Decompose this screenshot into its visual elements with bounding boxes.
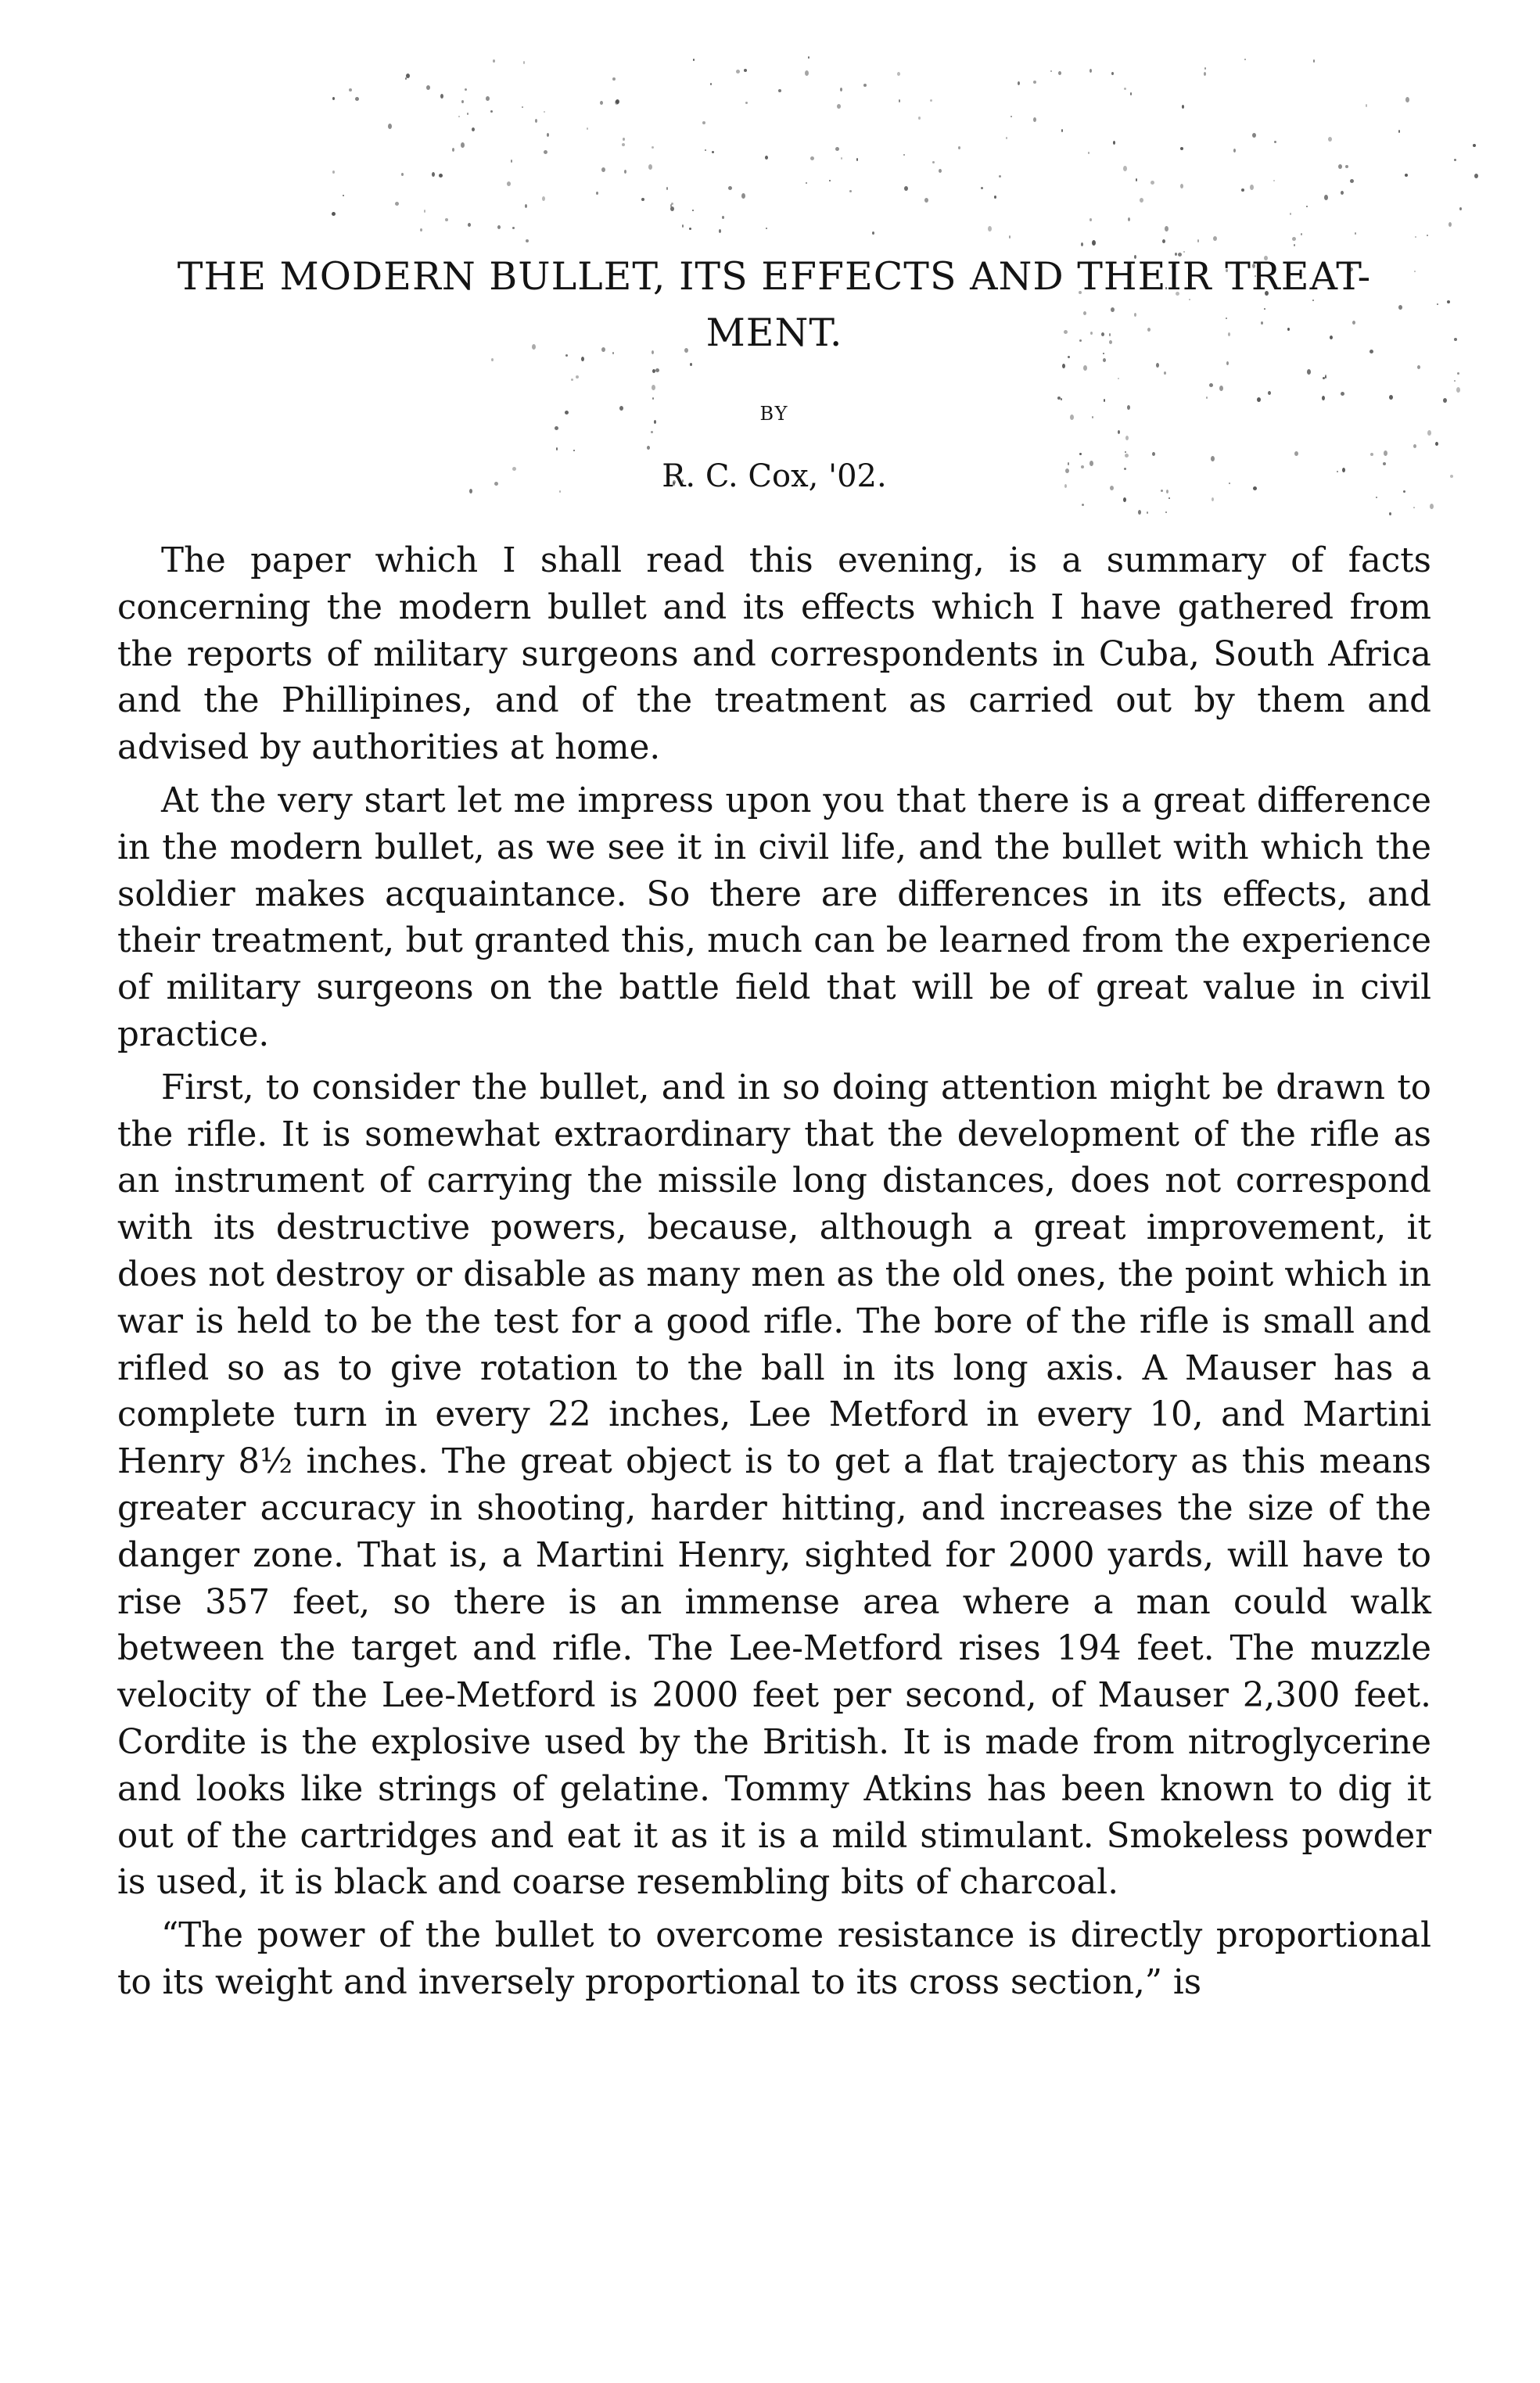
speckle-dot (1018, 81, 1020, 85)
speckle-dot (1241, 188, 1244, 192)
article-header (117, 249, 1431, 496)
body-paragraph: First, to consider the bullet, and in so doing attention might be drawn to the rifle. It is somewhat extraordinary that the development of the rifle as an instrument of carrying the missile long distances, does not correspond with its destructive powers, because, although a great improvement, it does not destroy or disable as many men as the old ones, the point which in war is held to be the test for a good rifle. The bore of the rifle is small and rifled so as to give rotation to the ball in its long axis. A Mauser has a complete turn in every 22 inches, Lee Metford in every 10, and Martini Henry 8½ inches. The great object is to get a flat trajectory as this means greater accuracy in shooting, harder hitting, and increases the size of the danger zone. That is, a Martini Henry, sighted for 2000 yards, will have to rise 357 feet, so there is an immense area where a man could walk between the target and rifle. The Lee-Metford rises 194 feet. The muzzle velocity of the Lee-Metford is 2000 feet per second, of Mauser 2,300 feet. Cordite is the explosive used by the British. It is made from nitroglycerine and looks like strings of gelatine. Tommy Atkins has been known to dig it out of the cartridges and eat it as it is a mild stimulant. Smokeless powder is used, it is black and coarse resembling bits of charcoal. (117, 1068, 1431, 1903)
speckle-dot (1437, 303, 1438, 305)
speckle-dot (1111, 72, 1114, 75)
speckle-dot (395, 202, 399, 206)
speckle-dot (624, 170, 626, 174)
speckle-dot (897, 72, 900, 76)
speckle-dot (542, 196, 545, 201)
speckle-dot (722, 216, 724, 219)
speckle-dot (1324, 195, 1328, 200)
speckle-dot (1366, 104, 1367, 107)
speckle-dot (728, 186, 732, 190)
speckle-dot (622, 143, 625, 146)
speckle-dot (805, 70, 809, 76)
speckle-dot (523, 61, 525, 64)
article-title-line-1: THE MODERN BULLET, ITS EFFECTS AND THEIR TREAT- (177, 254, 1372, 299)
speckle-dot (1405, 97, 1409, 102)
speckle-dot (445, 218, 448, 221)
speckle-dot (1033, 117, 1036, 122)
speckle-dot (420, 228, 422, 231)
speckle-dot (493, 59, 495, 63)
speckle-dot (999, 175, 1001, 178)
speckle-dot (497, 225, 501, 229)
speckle-dot (507, 181, 511, 186)
speckle-dot (472, 127, 475, 131)
speckle-dot (899, 99, 900, 102)
speckle-dot (544, 150, 547, 154)
speckle-dot (918, 117, 921, 120)
speckle-dot (1430, 504, 1434, 509)
speckle-dot (623, 138, 625, 141)
speckle-dot (1473, 144, 1476, 147)
speckle-dot (461, 100, 464, 103)
speckle-dot (612, 77, 616, 81)
speckle-dot (1182, 105, 1184, 109)
speckle-dot (693, 59, 695, 61)
speckle-dot (1123, 497, 1126, 502)
speckle-dot (765, 156, 768, 160)
article-title-line-2: MENT. (705, 310, 843, 355)
speckle-dot (616, 99, 619, 104)
speckle-dot (600, 101, 603, 105)
speckle-dot (1341, 191, 1344, 195)
speckle-dot (452, 148, 454, 152)
speckle-dot (458, 116, 460, 117)
speckle-dot (710, 83, 712, 85)
speckle-dot (806, 182, 807, 184)
speckle-dot (837, 104, 841, 109)
speckle-dot (490, 110, 493, 113)
speckle-dot (1376, 497, 1377, 498)
body-paragraph: At the very start let me impress upon you that there is a great difference in the modern bullet, as we see it in civil life, and the bullet with which the soldier makes acquaintance. So there are differences in its effects, and their treatment, but granted this, much can be learned from the experience of military surgeons on the battle field that will be of great value in civil practice. (117, 781, 1431, 1054)
speckle-dot (1081, 242, 1083, 246)
speckle-dot (601, 167, 605, 172)
speckle-dot (745, 102, 748, 104)
speckle-dot (1415, 236, 1416, 238)
speckle-dot (1252, 133, 1256, 138)
speckle-dot (1089, 69, 1092, 73)
speckle-dot (1450, 475, 1453, 478)
speckle-dot (1140, 198, 1143, 203)
speckle-dot (1454, 380, 1456, 382)
speckle-dot (1212, 497, 1214, 501)
speckle-dot (958, 146, 960, 149)
byline-label: BY (759, 403, 789, 425)
speckle-dot (544, 111, 545, 113)
speckle-dot (930, 99, 932, 102)
speckle-dot (1389, 512, 1391, 515)
speckle-dot (1301, 233, 1302, 235)
speckle-dot (343, 195, 344, 196)
speckle-dot (355, 97, 359, 101)
speckle-dot (432, 172, 435, 177)
speckle-dot (835, 147, 839, 151)
speckle-dot (424, 210, 425, 213)
speckle-dot (744, 69, 747, 72)
speckle-dot (1162, 239, 1165, 243)
speckle-dot (1435, 442, 1438, 446)
speckle-dot (1448, 222, 1452, 227)
speckle-dot (587, 127, 588, 130)
speckle-dot (682, 224, 684, 228)
speckle-dot (1130, 92, 1132, 95)
speckle-dot (525, 204, 527, 208)
speckle-dot (1474, 174, 1478, 178)
speckle-dot (872, 231, 874, 235)
speckle-dot (994, 196, 996, 199)
speckle-dot (1082, 504, 1084, 506)
speckle-dot (535, 119, 537, 123)
speckle-dot (863, 84, 867, 87)
speckle-dot (840, 88, 842, 92)
speckle-dot (1328, 137, 1332, 142)
speckle-dot (511, 160, 512, 163)
speckle-dot (648, 164, 652, 170)
speckle-dot (1443, 398, 1447, 403)
speckle-dot (401, 173, 404, 176)
speckle-dot (468, 223, 471, 227)
speckle-dot (1006, 137, 1007, 139)
speckle-dot (1197, 239, 1199, 242)
speckle-dot (1058, 71, 1061, 75)
body-paragraph: The paper which I shall read this evening, is a summary of facts concerning the modern bullet and its effects which I have gathered from the reports of military surgeons and correspondents in Cuba, South Africa and the Phillipines, and of the treatment as carried out by them and advised by authorities at home. (117, 541, 1431, 768)
speckle-dot (1113, 141, 1115, 145)
speckle-dot (1233, 149, 1236, 153)
speckle-dot (1092, 240, 1096, 246)
speckle-dot (904, 186, 908, 191)
speckle-dot (939, 169, 942, 173)
speckle-dot (1165, 226, 1168, 231)
speckle-dot (1136, 178, 1137, 181)
speckle-dot (829, 180, 831, 181)
speckle-dot (1138, 510, 1141, 515)
speckle-dot (1454, 159, 1456, 161)
speckle-dot (670, 206, 674, 211)
speckle-dot (666, 187, 668, 190)
speckle-dot (1244, 59, 1246, 60)
speckle-dot (778, 89, 781, 92)
speckle-dot (1355, 232, 1356, 235)
speckle-dot (808, 56, 809, 59)
speckle-dot (439, 174, 443, 178)
speckle-dot (1274, 141, 1276, 143)
speckle-dot (1290, 213, 1291, 215)
speckle-dot (712, 151, 714, 153)
speckle-dot (388, 124, 392, 129)
speckle-dot (1350, 179, 1354, 183)
speckle-dot (1273, 180, 1275, 181)
speckle-dot (736, 70, 740, 74)
speckle-dot (526, 239, 529, 242)
speckle-dot (692, 210, 694, 211)
speckle-dot (1128, 217, 1130, 221)
speckle-dot (461, 142, 465, 148)
speckle-dot (856, 158, 858, 161)
speckle-dot (1180, 184, 1183, 188)
speckle-dot (702, 121, 705, 124)
speckle-dot (1124, 88, 1126, 90)
speckle-dot (903, 154, 905, 156)
speckle-dot (596, 192, 598, 195)
body-paragraph: “The power of the bullet to overcome resistance is directly proportional to its weight and inversely proportional to its cross section,” is (117, 1916, 1431, 2002)
speckle-dot (1033, 81, 1036, 84)
speckle-dot (1405, 174, 1408, 177)
speckle-dot (406, 74, 410, 78)
speckle-dot (467, 113, 468, 115)
speckle-dot (1250, 185, 1254, 190)
speckle-dot (1447, 300, 1450, 303)
speckle-dot (440, 94, 443, 99)
speckle-dot (1123, 166, 1127, 171)
speckle-dot (981, 187, 983, 189)
speckle-dot (1165, 511, 1167, 513)
speckle-dot (1168, 497, 1170, 499)
speckle-dot (932, 161, 935, 163)
article-body (117, 538, 1431, 2013)
speckle-dot (1454, 338, 1457, 341)
speckle-dot (1147, 511, 1148, 514)
speckle-dot (465, 88, 467, 91)
speckle-dot (1459, 207, 1462, 210)
speckle-dot (849, 190, 852, 192)
speckle-dot (924, 198, 928, 203)
speckle-dot (641, 198, 644, 201)
speckle-dot (1294, 244, 1295, 246)
speckle-dot (841, 157, 842, 160)
speckle-dot (689, 228, 691, 230)
speckle-dot (1456, 387, 1460, 393)
speckle-dot (1398, 130, 1400, 133)
speckle-dot (1292, 237, 1296, 241)
speckle-dot (1088, 152, 1089, 154)
speckle-dot (1413, 507, 1415, 508)
speckle-dot (1345, 165, 1348, 168)
speckle-dot (766, 228, 767, 229)
speckle-dot (332, 170, 335, 174)
speckle-dot (512, 227, 515, 229)
speckle-dot (1061, 129, 1063, 132)
speckle-dot (547, 133, 549, 137)
speckle-dot (1204, 72, 1206, 76)
speckle-dot (1313, 59, 1315, 63)
speckle-dot (988, 226, 992, 231)
speckle-dot (652, 146, 654, 149)
speckle-dot (741, 193, 745, 199)
speckle-dot (426, 85, 430, 90)
author-name: R. C. Cox, '02. (662, 458, 887, 494)
speckle-dot (332, 97, 335, 100)
speckle-dot (1204, 67, 1206, 70)
speckle-dot (1089, 218, 1092, 221)
speckle-dot (332, 212, 336, 216)
speckle-dot (810, 156, 814, 160)
speckle-dot (1151, 181, 1154, 185)
speckle-dot (719, 229, 721, 233)
speckle-dot (486, 96, 490, 101)
speckle-dot (1427, 235, 1428, 236)
speckle-dot (1180, 147, 1183, 150)
speckle-dot (1338, 164, 1342, 169)
speckle-dot (1213, 236, 1217, 241)
speckle-dot (1306, 206, 1308, 207)
speckle-dot (1011, 116, 1012, 117)
speckle-dot (1457, 372, 1459, 375)
speckle-dot (522, 106, 523, 108)
speckle-dot (705, 149, 706, 151)
speckle-dot (1050, 70, 1052, 72)
speckle-dot (349, 88, 352, 92)
speckle-dot (1009, 235, 1011, 239)
